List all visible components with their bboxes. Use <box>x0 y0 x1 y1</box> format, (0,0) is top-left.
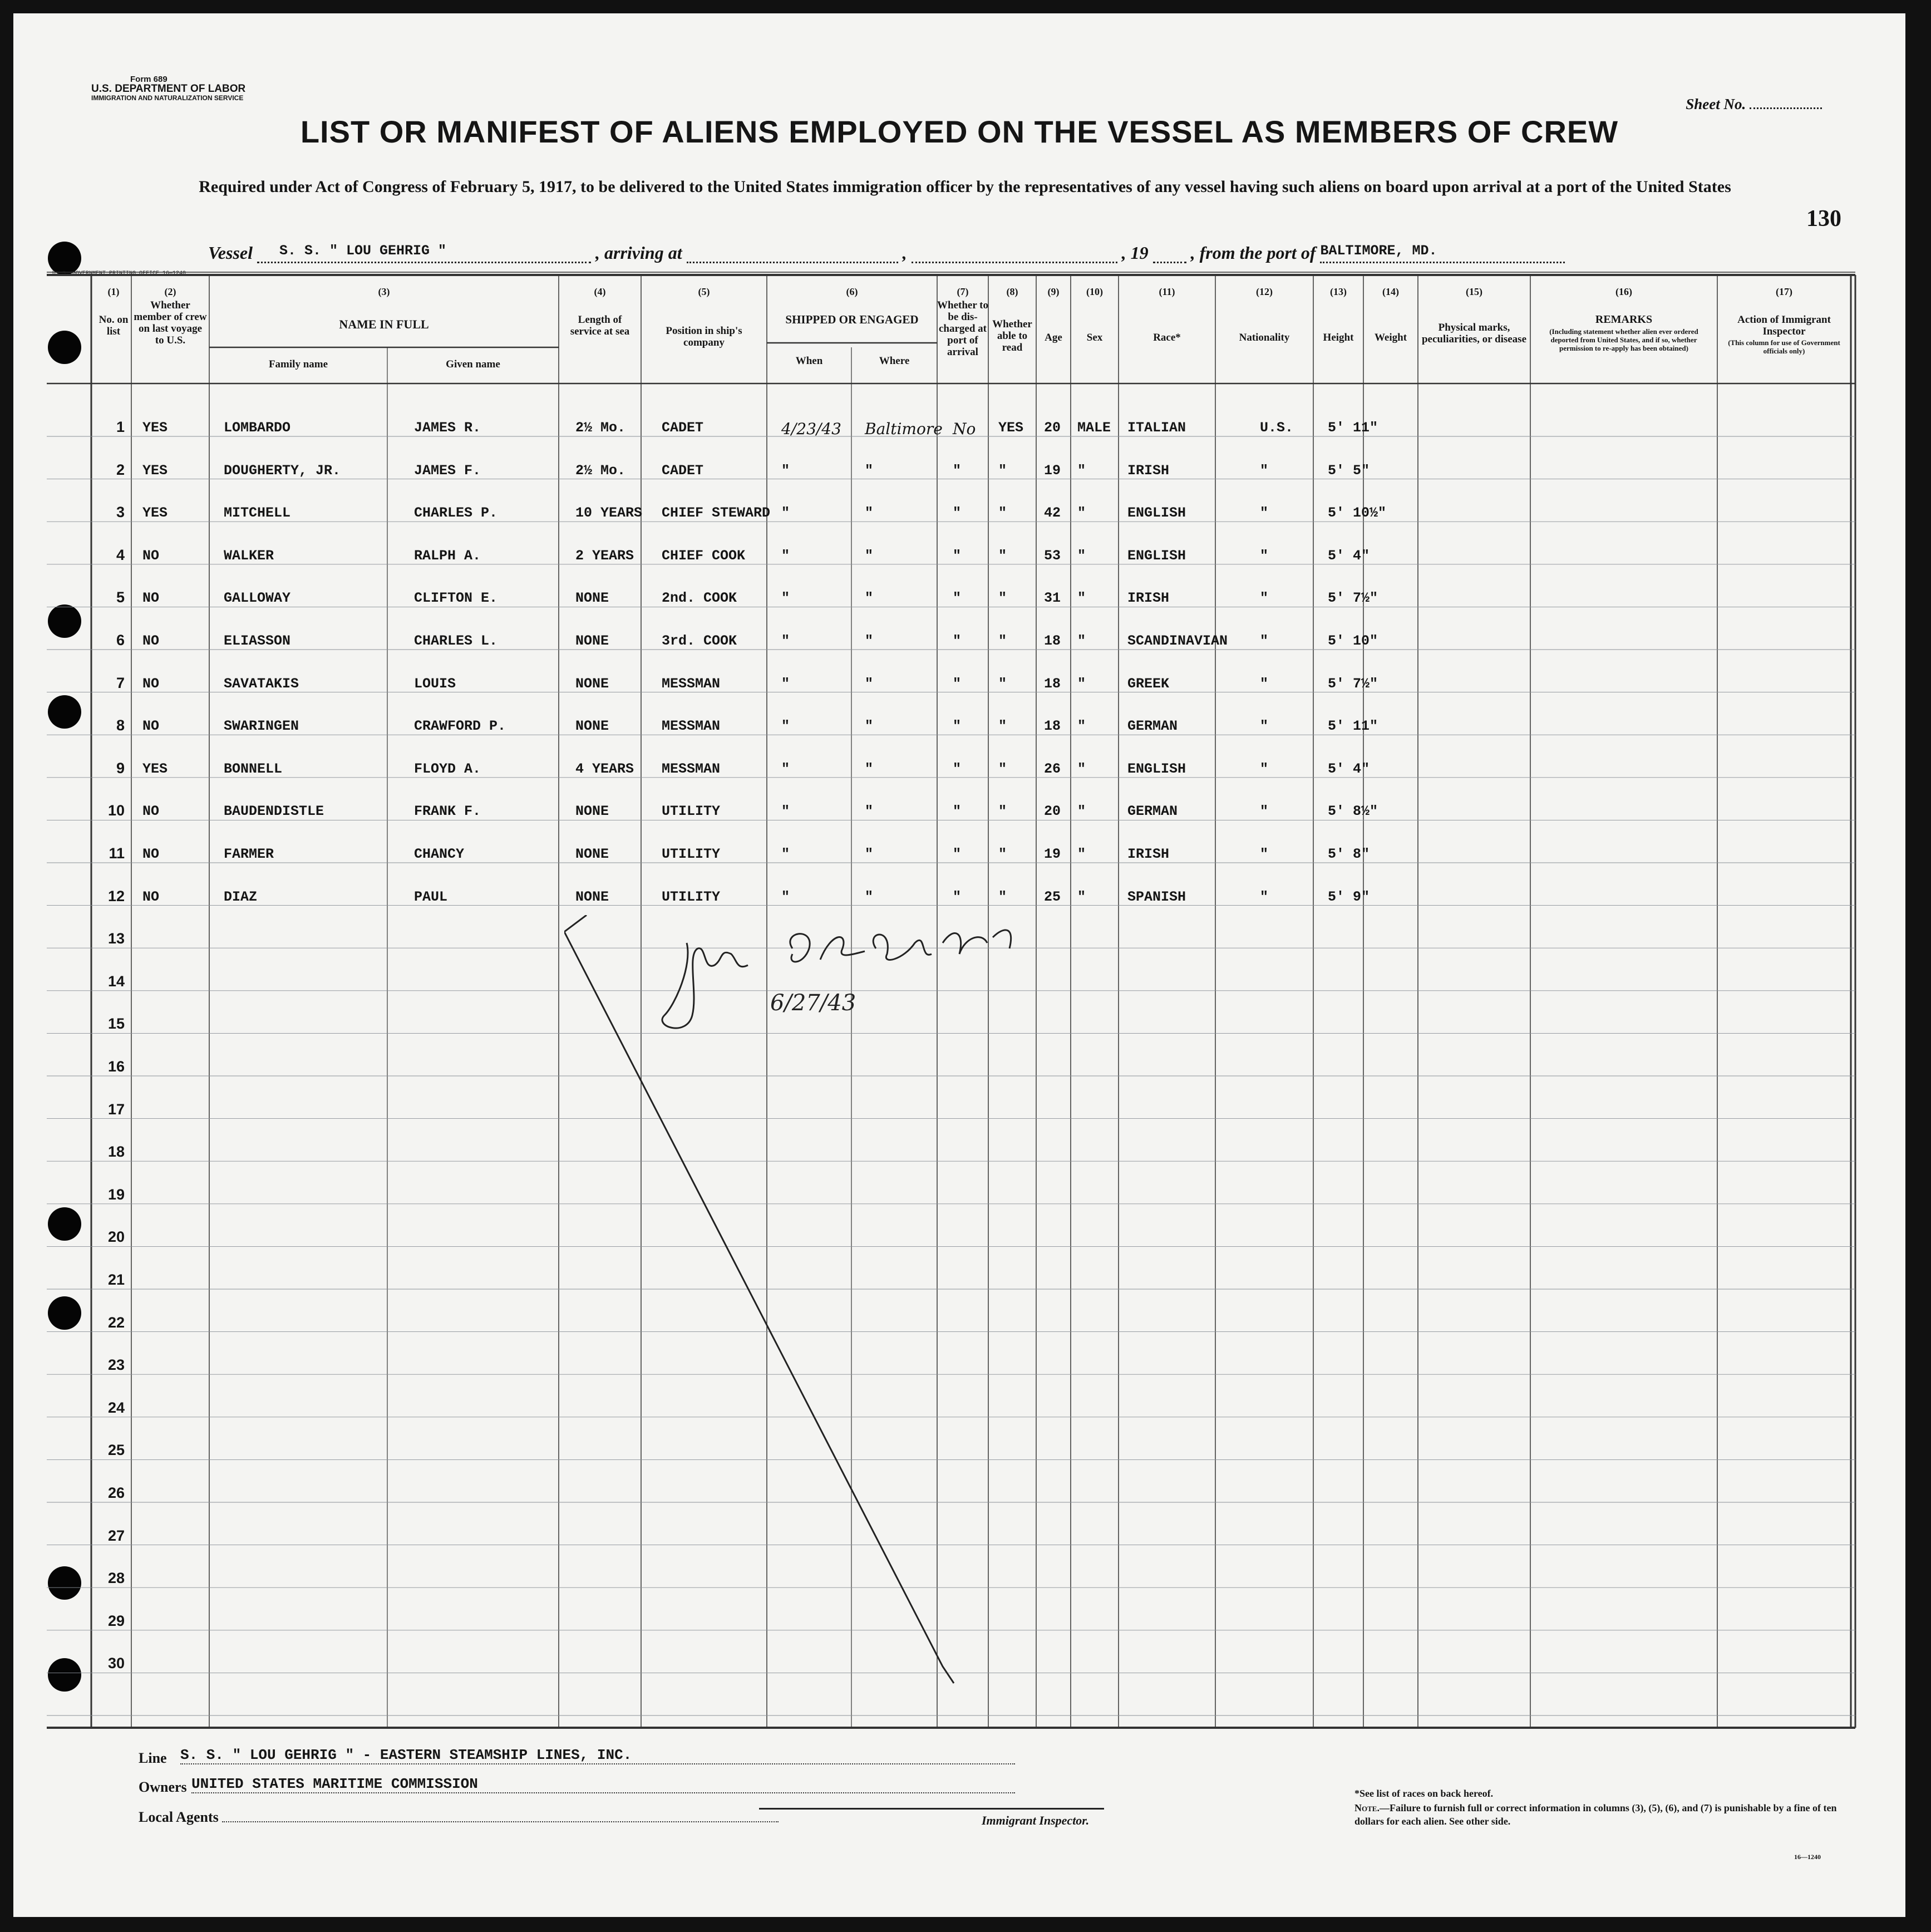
vessel-label: Vessel <box>208 243 253 263</box>
row-race: GERMAN <box>1127 718 1178 735</box>
row-age: 31 <box>1044 590 1061 607</box>
row-given-name: CRAWFORD P. <box>414 718 506 735</box>
row-nationality: " <box>1260 547 1269 564</box>
row-able-to-read: " <box>998 888 1007 905</box>
col-4-number: (4) <box>594 286 606 297</box>
col-5-header: Position in ship's company <box>666 325 742 348</box>
row-shipped-where: Baltimore <box>865 420 943 438</box>
row-crew-status: NO <box>142 590 160 607</box>
row-discharged: " <box>953 675 962 692</box>
row-height: 5' 9" <box>1328 888 1370 905</box>
row-age: 20 <box>1044 420 1061 436</box>
row-crew-status: NO <box>142 888 160 905</box>
row-shipped-where: " <box>865 888 874 905</box>
row-race: GERMAN <box>1127 803 1178 820</box>
col-14-number: (14) <box>1382 286 1399 297</box>
row-given-name: CLIFTON E. <box>414 590 498 607</box>
col-6-where-header: Where <box>879 355 910 367</box>
row-family-name: GALLOWAY <box>224 590 291 607</box>
row-race: ENGLISH <box>1127 547 1186 564</box>
row-race: GREEK <box>1127 675 1170 692</box>
row-given-name: JAMES F. <box>414 462 481 479</box>
col-12-header: Nationality <box>1239 332 1290 343</box>
row-age: 26 <box>1044 760 1061 777</box>
arriving-label: , arriving at <box>595 243 682 263</box>
row-position: UTILITY <box>662 803 721 820</box>
col-3-given-header: Given name <box>446 358 500 370</box>
row-height: 5' 5" <box>1328 462 1370 479</box>
row-sex: " <box>1077 718 1086 735</box>
row-family-name: ELIASSON <box>224 633 291 649</box>
races-note: *See list of races on back hereof. <box>1354 1788 1494 1799</box>
row-family-name: DIAZ <box>224 888 258 905</box>
sheet-number-label: Sheet No. <box>1686 96 1746 112</box>
row-service-length: NONE <box>575 803 609 820</box>
row-age: 18 <box>1044 718 1061 735</box>
row-age: 20 <box>1044 803 1061 820</box>
row-given-name: RALPH A. <box>414 547 481 564</box>
print-code: 16—1240 <box>1794 1853 1821 1861</box>
row-number: 19 <box>107 1186 125 1203</box>
row-sex: " <box>1077 633 1086 649</box>
row-shipped-when: " <box>781 675 790 692</box>
line-value: S. S. " LOU GEHRIG " - EASTERN STEAMSHIP LINES, INC. <box>180 1747 1015 1764</box>
col-6-when-header: When <box>795 355 823 367</box>
row-shipped-where: " <box>865 633 874 649</box>
row-service-length: 2 YEARS <box>575 547 634 564</box>
row-able-to-read: " <box>998 547 1007 564</box>
row-shipped-when: " <box>781 803 790 820</box>
row-shipped-where: " <box>865 547 874 564</box>
row-position: MESSMAN <box>662 760 721 777</box>
row-shipped-where: " <box>865 760 874 777</box>
row-able-to-read: " <box>998 505 1007 522</box>
row-number: 6 <box>116 632 125 648</box>
row-shipped-when: 4/23/43 <box>781 420 841 438</box>
row-crew-status: NO <box>142 633 160 649</box>
row-height: 5' 8½" <box>1328 803 1378 820</box>
row-position: CHIEF COOK <box>662 547 746 564</box>
row-nationality: " <box>1260 590 1269 607</box>
row-shipped-when: " <box>781 718 790 735</box>
row-service-length: 10 YEARS <box>575 505 643 522</box>
row-discharged: " <box>953 718 962 735</box>
col-17-header: Action of Immigrant Inspector <box>1737 314 1831 337</box>
row-shipped-where: " <box>865 675 874 692</box>
row-shipped-when: " <box>781 846 790 862</box>
row-number: 10 <box>107 802 125 819</box>
row-nationality: " <box>1260 462 1269 479</box>
col-7-header: Whether to be dis-charged at port of arrival <box>937 299 988 358</box>
row-given-name: LOUIS <box>414 675 456 692</box>
row-position: CADET <box>662 420 704 436</box>
row-discharged: " <box>953 590 962 607</box>
row-crew-status: NO <box>142 547 160 564</box>
row-height: 5' 8" <box>1328 846 1370 862</box>
row-sex: " <box>1077 803 1086 820</box>
row-given-name: FLOYD A. <box>414 760 481 777</box>
row-position: MESSMAN <box>662 718 721 735</box>
row-able-to-read: " <box>998 462 1007 479</box>
manifest-sheet <box>13 13 1905 1917</box>
row-service-length: NONE <box>575 675 609 692</box>
row-sex: " <box>1077 846 1086 862</box>
row-able-to-read: " <box>998 760 1007 777</box>
penalty-note <box>1354 1801 1855 1828</box>
col-16-header: REMARKS <box>1595 313 1653 326</box>
row-discharged: " <box>953 760 962 777</box>
row-nationality: " <box>1260 803 1269 820</box>
row-number: 26 <box>107 1484 125 1501</box>
col-9-number: (9) <box>1047 286 1060 297</box>
row-height: 5' 4" <box>1328 760 1370 777</box>
col-13-number: (13) <box>1330 286 1347 297</box>
row-position: 3rd. COOK <box>662 633 737 649</box>
manifest-title: LIST OR MANIFEST OF ALIENS EMPLOYED ON THE VESSEL AS MEMBERS OF CREW <box>300 114 1619 149</box>
col-4-header: Length of service at sea <box>570 314 630 337</box>
row-shipped-when: " <box>781 760 790 777</box>
row-age: 18 <box>1044 633 1061 649</box>
row-family-name: SWARINGEN <box>224 718 299 735</box>
row-shipped-when: " <box>781 590 790 607</box>
col-13-header: Height <box>1323 332 1354 343</box>
vessel-name: S. S. " LOU GEHRIG " <box>257 243 591 263</box>
row-able-to-read: " <box>998 590 1007 607</box>
row-height: 5' 7½" <box>1328 675 1378 692</box>
row-nationality: " <box>1260 760 1269 777</box>
row-discharged: " <box>953 462 962 479</box>
row-age: 25 <box>1044 888 1061 905</box>
row-shipped-where: " <box>865 718 874 735</box>
col-1-number: (1) <box>107 286 120 297</box>
row-crew-status: NO <box>142 675 160 692</box>
row-sex: " <box>1077 888 1086 905</box>
row-family-name: SAVATAKIS <box>224 675 299 692</box>
row-number: 20 <box>107 1228 125 1246</box>
department-name: U.S. DEPARTMENT OF LABOR <box>91 83 246 95</box>
col-11-number: (11) <box>1159 286 1175 297</box>
row-sex: " <box>1077 462 1086 479</box>
row-number: 2 <box>116 461 125 478</box>
row-able-to-read: " <box>998 803 1007 820</box>
col-10-number: (10) <box>1086 286 1103 297</box>
page-number: 130 <box>1806 206 1841 232</box>
row-given-name: FRANK F. <box>414 803 481 820</box>
col-3-family-header: Family name <box>268 358 328 370</box>
col-2-header: Whether member of crew on last voyage to U.S. <box>134 299 207 346</box>
row-able-to-read: " <box>998 675 1007 692</box>
row-given-name: CHANCY <box>414 846 465 862</box>
row-given-name: CHARLES P. <box>414 505 498 522</box>
row-height: 5' 10½" <box>1328 505 1387 522</box>
row-height: 5' 4" <box>1328 547 1370 564</box>
row-sex: " <box>1077 547 1086 564</box>
row-sex: " <box>1077 675 1086 692</box>
row-position: MESSMAN <box>662 675 721 692</box>
col-14-header: Weight <box>1374 332 1407 343</box>
row-age: 53 <box>1044 547 1061 564</box>
row-race: ENGLISH <box>1127 760 1186 777</box>
row-given-name: CHARLES L. <box>414 633 498 649</box>
form-number: Form 689 <box>130 75 168 84</box>
row-number: 5 <box>116 589 125 606</box>
row-number: 25 <box>107 1442 125 1459</box>
row-service-length: NONE <box>575 888 609 905</box>
inspector-label: Immigrant Inspector. <box>982 1813 1090 1827</box>
col-16-subheader: (Including statement whether alien ever ordered deported from United States, and if so, whether permission to re-apply has been obtained) <box>1549 327 1698 352</box>
col-8-number: (8) <box>1006 286 1018 297</box>
row-number: 3 <box>116 504 125 521</box>
from-port-value: BALTIMORE, MD. <box>1320 243 1565 263</box>
row-race: IRISH <box>1127 590 1170 607</box>
row-position: UTILITY <box>662 888 721 905</box>
row-nationality: " <box>1260 505 1269 522</box>
row-family-name: DOUGHERTY, JR. <box>224 462 341 479</box>
row-able-to-read: YES <box>998 420 1024 436</box>
row-nationality: " <box>1260 718 1269 735</box>
row-height: 5' 7½" <box>1328 590 1378 607</box>
row-able-to-read: " <box>998 718 1007 735</box>
row-family-name: FARMER <box>224 846 274 862</box>
row-discharged: No <box>953 420 976 438</box>
inspector-signature-line <box>759 1808 1104 1810</box>
row-position: CHIEF STEWARD <box>662 505 771 522</box>
row-height: 5' 11" <box>1328 718 1378 735</box>
row-number: 22 <box>107 1314 125 1331</box>
row-able-to-read: " <box>998 633 1007 649</box>
row-service-length: NONE <box>575 590 609 607</box>
row-service-length: NONE <box>575 633 609 649</box>
row-number: 18 <box>107 1143 125 1161</box>
col-16-number: (16) <box>1615 286 1632 297</box>
row-crew-status: YES <box>142 462 168 479</box>
row-nationality: U.S. <box>1260 420 1294 436</box>
col-17-subheader: (This column for use of Government officials only) <box>1728 338 1840 355</box>
row-race: ITALIAN <box>1127 420 1186 436</box>
row-age: 19 <box>1044 462 1061 479</box>
row-discharged: " <box>953 888 962 905</box>
row-race: IRISH <box>1127 846 1170 862</box>
row-shipped-where: " <box>865 462 874 479</box>
row-shipped-when: " <box>781 505 790 522</box>
signature-date: 6/27/43 <box>770 990 856 1016</box>
row-family-name: LOMBARDO <box>224 420 291 436</box>
row-crew-status: YES <box>142 760 168 777</box>
col-5-number: (5) <box>698 286 710 297</box>
manifest-subtitle: Required under Act of Congress of February 5, 1917, to be delivered to the United States immigration officer by the representatives of any vessel having such aliens on board upon arrival at a port of the United States <box>199 178 1731 196</box>
row-height: 5' 10" <box>1328 633 1378 649</box>
row-family-name: WALKER <box>224 547 274 564</box>
col-15-number: (15) <box>1466 286 1482 297</box>
col-9-header: Age <box>1045 332 1062 343</box>
row-crew-status: NO <box>142 803 160 820</box>
row-position: 2nd. COOK <box>662 590 737 607</box>
row-sex: " <box>1077 505 1086 522</box>
col-3-header: NAME IN FULL <box>339 317 429 331</box>
row-number: 21 <box>107 1271 125 1288</box>
row-shipped-where: " <box>865 803 874 820</box>
row-shipped-when: " <box>781 462 790 479</box>
row-number: 24 <box>107 1399 125 1416</box>
row-number: 12 <box>107 887 125 904</box>
row-number: 1 <box>116 419 125 435</box>
row-number: 17 <box>107 1100 125 1118</box>
row-service-length: 4 YEARS <box>575 760 634 777</box>
row-shipped-when: " <box>781 888 790 905</box>
row-family-name: BAUDENDISTLE <box>224 803 324 820</box>
note-text: —Failure to furnish full or correct information in columns (3), (5), (6), and (7) is punishable by a fine of ten dollars for each alien. See other side. <box>1354 1802 1837 1827</box>
row-number: 9 <box>116 759 125 776</box>
row-age: 18 <box>1044 675 1061 692</box>
row-number: 30 <box>107 1655 125 1672</box>
year-label: , 19 <box>1121 243 1149 263</box>
printing-office-note: U. S. GOVERNMENT PRINTING OFFICE 16—1240 <box>52 271 186 277</box>
row-discharged: " <box>953 505 962 522</box>
row-number: 13 <box>107 930 125 947</box>
row-given-name: JAMES R. <box>414 420 481 436</box>
row-number: 4 <box>116 546 125 563</box>
row-given-name: PAUL <box>414 888 448 905</box>
owners-label: Owners <box>139 1779 187 1795</box>
col-6-header: SHIPPED OR ENGAGED <box>785 313 919 326</box>
row-discharged: " <box>953 633 962 649</box>
row-age: 19 <box>1044 846 1061 862</box>
row-shipped-where: " <box>865 505 874 522</box>
row-number: 23 <box>107 1356 125 1374</box>
col-3-number: (3) <box>378 286 390 297</box>
row-service-length: 2½ Mo. <box>575 462 626 479</box>
row-service-length: NONE <box>575 846 609 862</box>
row-discharged: " <box>953 547 962 564</box>
row-number: 7 <box>116 674 125 691</box>
row-sex: " <box>1077 590 1086 607</box>
row-shipped-where: " <box>865 590 874 607</box>
row-sex: MALE <box>1077 420 1111 436</box>
local-agents-label: Local Agents <box>139 1809 219 1825</box>
row-number: 27 <box>107 1527 125 1544</box>
col-15-header: Physical marks, peculiarities, or disease <box>1421 322 1527 345</box>
col-2-number: (2) <box>164 286 176 297</box>
col-10-header: Sex <box>1086 332 1103 343</box>
row-discharged: " <box>953 846 962 862</box>
row-family-name: BONNELL <box>224 760 283 777</box>
row-able-to-read: " <box>998 846 1007 862</box>
row-nationality: " <box>1260 633 1269 649</box>
local-agents-blank <box>222 1820 779 1822</box>
closing-diagonal-line <box>564 915 987 1689</box>
row-position: CADET <box>662 462 704 479</box>
row-nationality: " <box>1260 846 1269 862</box>
row-number: 8 <box>116 717 125 734</box>
row-shipped-when: " <box>781 547 790 564</box>
col-6-number: (6) <box>846 286 858 297</box>
row-race: SPANISH <box>1127 888 1186 905</box>
row-number: 14 <box>107 972 125 990</box>
row-race: ENGLISH <box>1127 505 1186 522</box>
row-number: 15 <box>107 1015 125 1033</box>
row-crew-status: NO <box>142 846 160 862</box>
col-17-number: (17) <box>1776 286 1792 297</box>
vessel-line: Vessel S. S. " LOU GEHRIG " , arriving at , , 19 , from the port of BALTIMORE, MD. <box>208 243 1822 263</box>
row-shipped-where: " <box>865 846 874 862</box>
line-label: Line <box>139 1750 167 1766</box>
service-name: IMMIGRATION AND NATURALIZATION SERVICE <box>91 94 244 102</box>
row-sex: " <box>1077 760 1086 777</box>
from-port-label: , from the port of <box>1190 243 1316 263</box>
row-crew-status: YES <box>142 420 168 436</box>
row-position: UTILITY <box>662 846 721 862</box>
row-number: 16 <box>107 1058 125 1075</box>
row-family-name: MITCHELL <box>224 505 291 522</box>
col-1-header: No. on list <box>98 314 129 337</box>
row-discharged: " <box>953 803 962 820</box>
col-8-header: Whether able to read <box>992 318 1032 353</box>
row-service-length: NONE <box>575 718 609 735</box>
col-7-number: (7) <box>957 286 969 297</box>
note-prefix: Note. <box>1354 1802 1380 1813</box>
row-crew-status: NO <box>142 718 160 735</box>
row-nationality: " <box>1260 888 1269 905</box>
row-shipped-when: " <box>781 633 790 649</box>
row-nationality: " <box>1260 675 1269 692</box>
row-age: 42 <box>1044 505 1061 522</box>
col-11-header: Race* <box>1153 332 1181 343</box>
row-number: 11 <box>109 845 125 862</box>
owners-value: UNITED STATES MARITIME COMMISSION <box>191 1776 1015 1793</box>
row-crew-status: YES <box>142 505 168 522</box>
row-number: 29 <box>107 1612 125 1629</box>
row-race: IRISH <box>1127 462 1170 479</box>
row-height: 5' 11" <box>1328 420 1378 436</box>
col-12-number: (12) <box>1256 286 1273 297</box>
row-service-length: 2½ Mo. <box>575 420 626 436</box>
row-number: 28 <box>107 1570 125 1587</box>
row-race: SCANDINAVIAN <box>1127 633 1228 649</box>
